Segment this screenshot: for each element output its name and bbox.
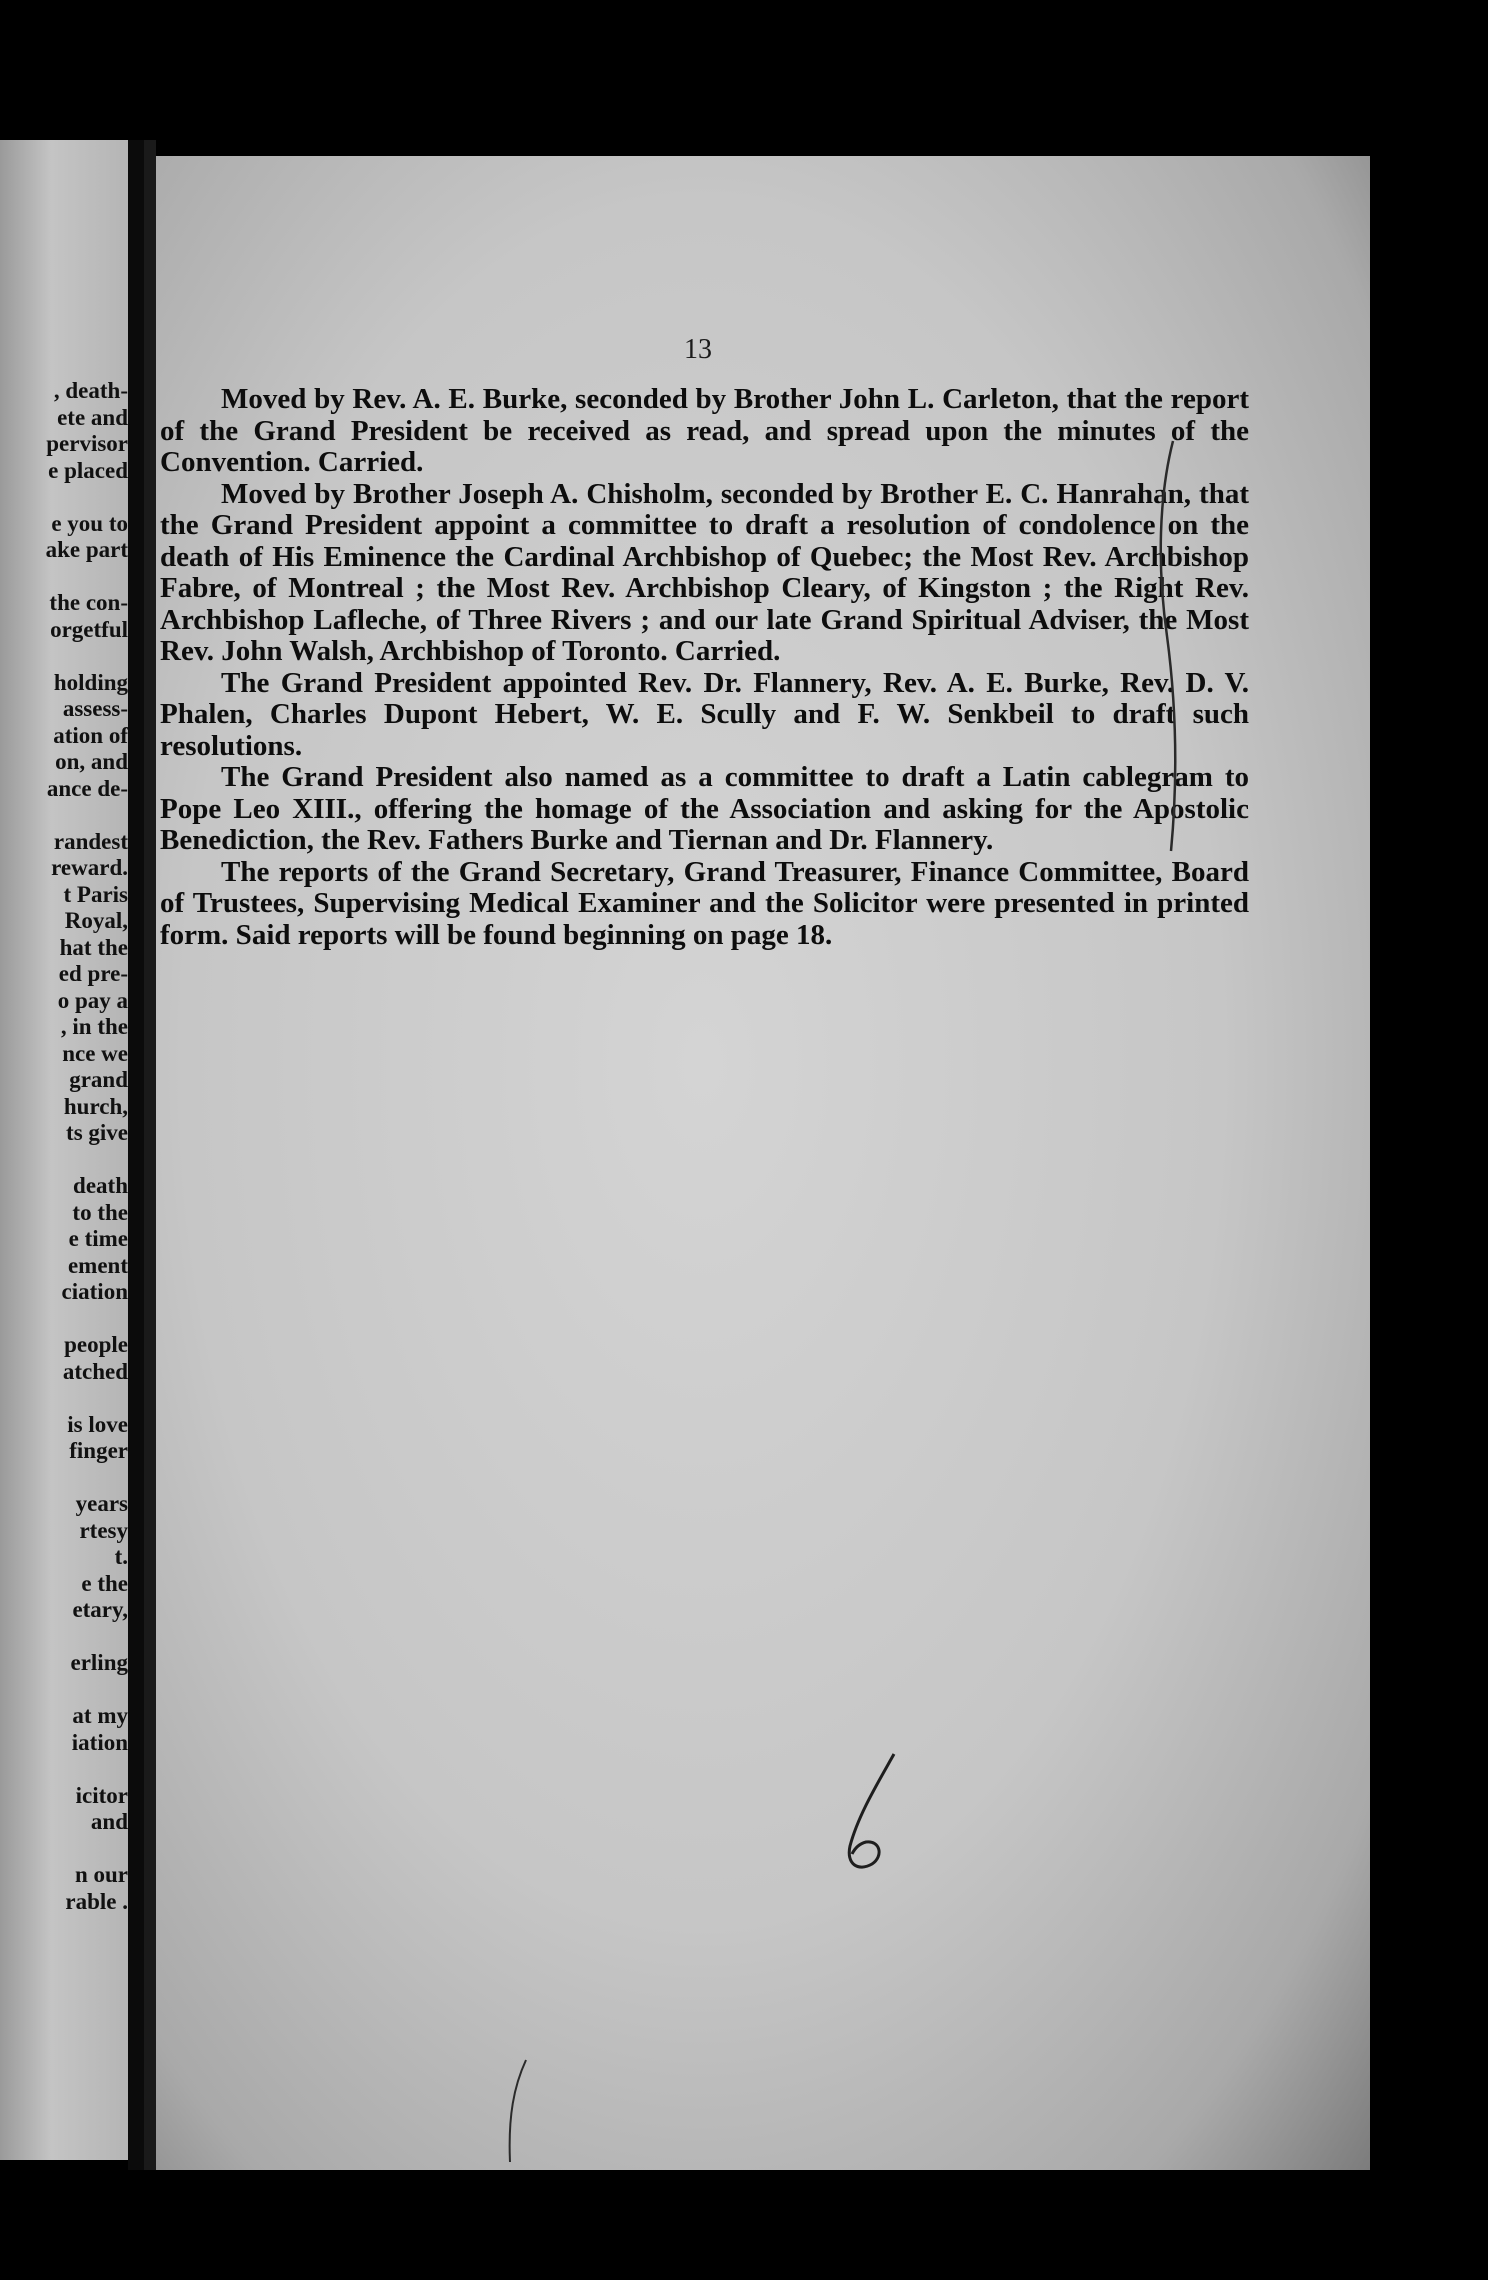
facing-page-line: ciation (61, 1279, 128, 1304)
facing-page-line (0, 1385, 128, 1412)
page-edge-shadow (144, 140, 156, 2170)
facing-page-line: holding (53, 669, 128, 695)
facing-page-line: assess- (62, 696, 128, 721)
pencil-page-note (836, 1746, 916, 1876)
facing-page-line: rtesy (79, 1517, 128, 1543)
facing-page-line: hurch, (63, 1093, 128, 1119)
facing-page-line: people (64, 1332, 128, 1357)
facing-page-line: ation of (53, 722, 128, 748)
facing-page-line: atched (62, 1358, 128, 1384)
facing-page-line (0, 643, 128, 670)
facing-page-line (0, 1465, 128, 1492)
facing-page-line: to the (72, 1199, 128, 1225)
facing-page-line (0, 1756, 128, 1783)
facing-page-line (0, 564, 128, 591)
facing-page-line: iation (71, 1729, 128, 1755)
facing-page-line: ake part (45, 537, 128, 562)
facing-page-line: orgetful (50, 616, 128, 642)
facing-page-line: and (90, 1809, 128, 1834)
binding-gutter (128, 140, 144, 2170)
facing-page-line: e placed (48, 457, 128, 483)
paragraph-cablegram-committee: The Grand President also named as a committee to draft a Latin cablegram to Pope Leo XIII., offering the homage of the Association and asking for the Apostolic Benediction, the Rev. Fathers Burke and Tiernan and Dr. Flannery. (160, 761, 1249, 856)
facing-page-line: , death- (53, 378, 128, 403)
facing-page-line: n our (74, 1862, 128, 1887)
facing-page-line: t Paris (63, 881, 128, 907)
paragraph-committee-appointment: The Grand President appointed Rev. Dr. Flannery, Rev. A. E. Burke, Rev. D. V. Phalen, Charles Dupont Hebert, W. E. Scully and F. W. Senkbeil to draft such resolutions. (160, 666, 1249, 762)
pencil-stroke-mark (496, 2056, 536, 2166)
facing-page-fragment (0, 140, 128, 2160)
facing-page-line: ement (67, 1252, 128, 1278)
facing-page-line: e time (68, 1226, 128, 1251)
paragraph-motion-chisholm: Moved by Brother Joseph A. Chisholm, seconded by Brother E. C. Hanrahan, that the Grand President appoint a committee to draft a resolution of condolence on the death of His Eminence the Cardinal Archbishop of Quebec; the Most Rev. Archbishop Fabre, of Montreal ; the Most Rev. Archbishop Cleary, of Kingston ; the Right Rev. Archbishop Lafleche, of Three Rivers ; and our late Grand Spiritual Adviser, the Most Rev. John Walsh, Archbishop of Toronto. Carried. (160, 477, 1249, 667)
facing-page-line: t. (114, 1544, 128, 1569)
facing-page-line: the con- (49, 590, 128, 615)
facing-page-line: erling (70, 1650, 128, 1675)
facing-page-line: nce we (62, 1040, 128, 1066)
facing-page-line (0, 1677, 128, 1704)
facing-page-line: ts give (66, 1120, 128, 1145)
paragraph-reports: The reports of the Grand Secretary, Grand Treasurer, Finance Committee, Board of Trustees, Supervising Medical Examiner and the Solicitor were presented in printed form. Said reports will be found beginning on page 18. (160, 855, 1249, 951)
facing-page-line (0, 1147, 128, 1174)
facing-page-line: ance de- (46, 775, 128, 801)
facing-page-text (0, 378, 128, 1915)
facing-page-line: grand (69, 1067, 128, 1092)
facing-page-line: finger (69, 1438, 128, 1463)
facing-page-line: randest (53, 828, 128, 854)
facing-page-line (0, 484, 128, 511)
facing-page-line: e you to (51, 510, 128, 536)
facing-page-line: on, and (55, 749, 128, 774)
facing-page-line: e the (81, 1570, 128, 1596)
facing-page-line: etary, (72, 1597, 128, 1622)
facing-page-line: rable . (65, 1888, 128, 1914)
facing-page-line: reward. (51, 855, 128, 880)
body-text (160, 384, 1249, 951)
facing-page-line (0, 1836, 128, 1863)
facing-page-line (0, 802, 128, 829)
document-page (156, 156, 1370, 2170)
pencil-bracket-mark (1151, 436, 1191, 856)
paragraph-motion-burke: Moved by Rev. A. E. Burke, seconded by Brother John L. Carleton, that the report of the Grand President be received as read, and spread upon the minutes of the Convention. Carried. (160, 383, 1249, 478)
facing-page-line: icitor (75, 1782, 128, 1808)
facing-page-line: at my (72, 1703, 128, 1728)
facing-page-line (0, 1306, 128, 1333)
facing-page-line: Royal, (64, 908, 128, 933)
facing-page-line: o pay a (57, 987, 128, 1013)
page-number: 13 (684, 334, 712, 365)
facing-page-line (0, 1624, 128, 1651)
facing-page-line: ed pre- (58, 961, 128, 986)
facing-page-line: , in the (60, 1014, 128, 1039)
facing-page-line: years (75, 1491, 128, 1516)
facing-page-line: is love (67, 1411, 128, 1437)
facing-page-line: death (73, 1173, 128, 1198)
facing-page-line: ete and (57, 404, 128, 430)
facing-page-line: pervisor (46, 431, 128, 456)
facing-page-line: hat the (59, 934, 128, 960)
